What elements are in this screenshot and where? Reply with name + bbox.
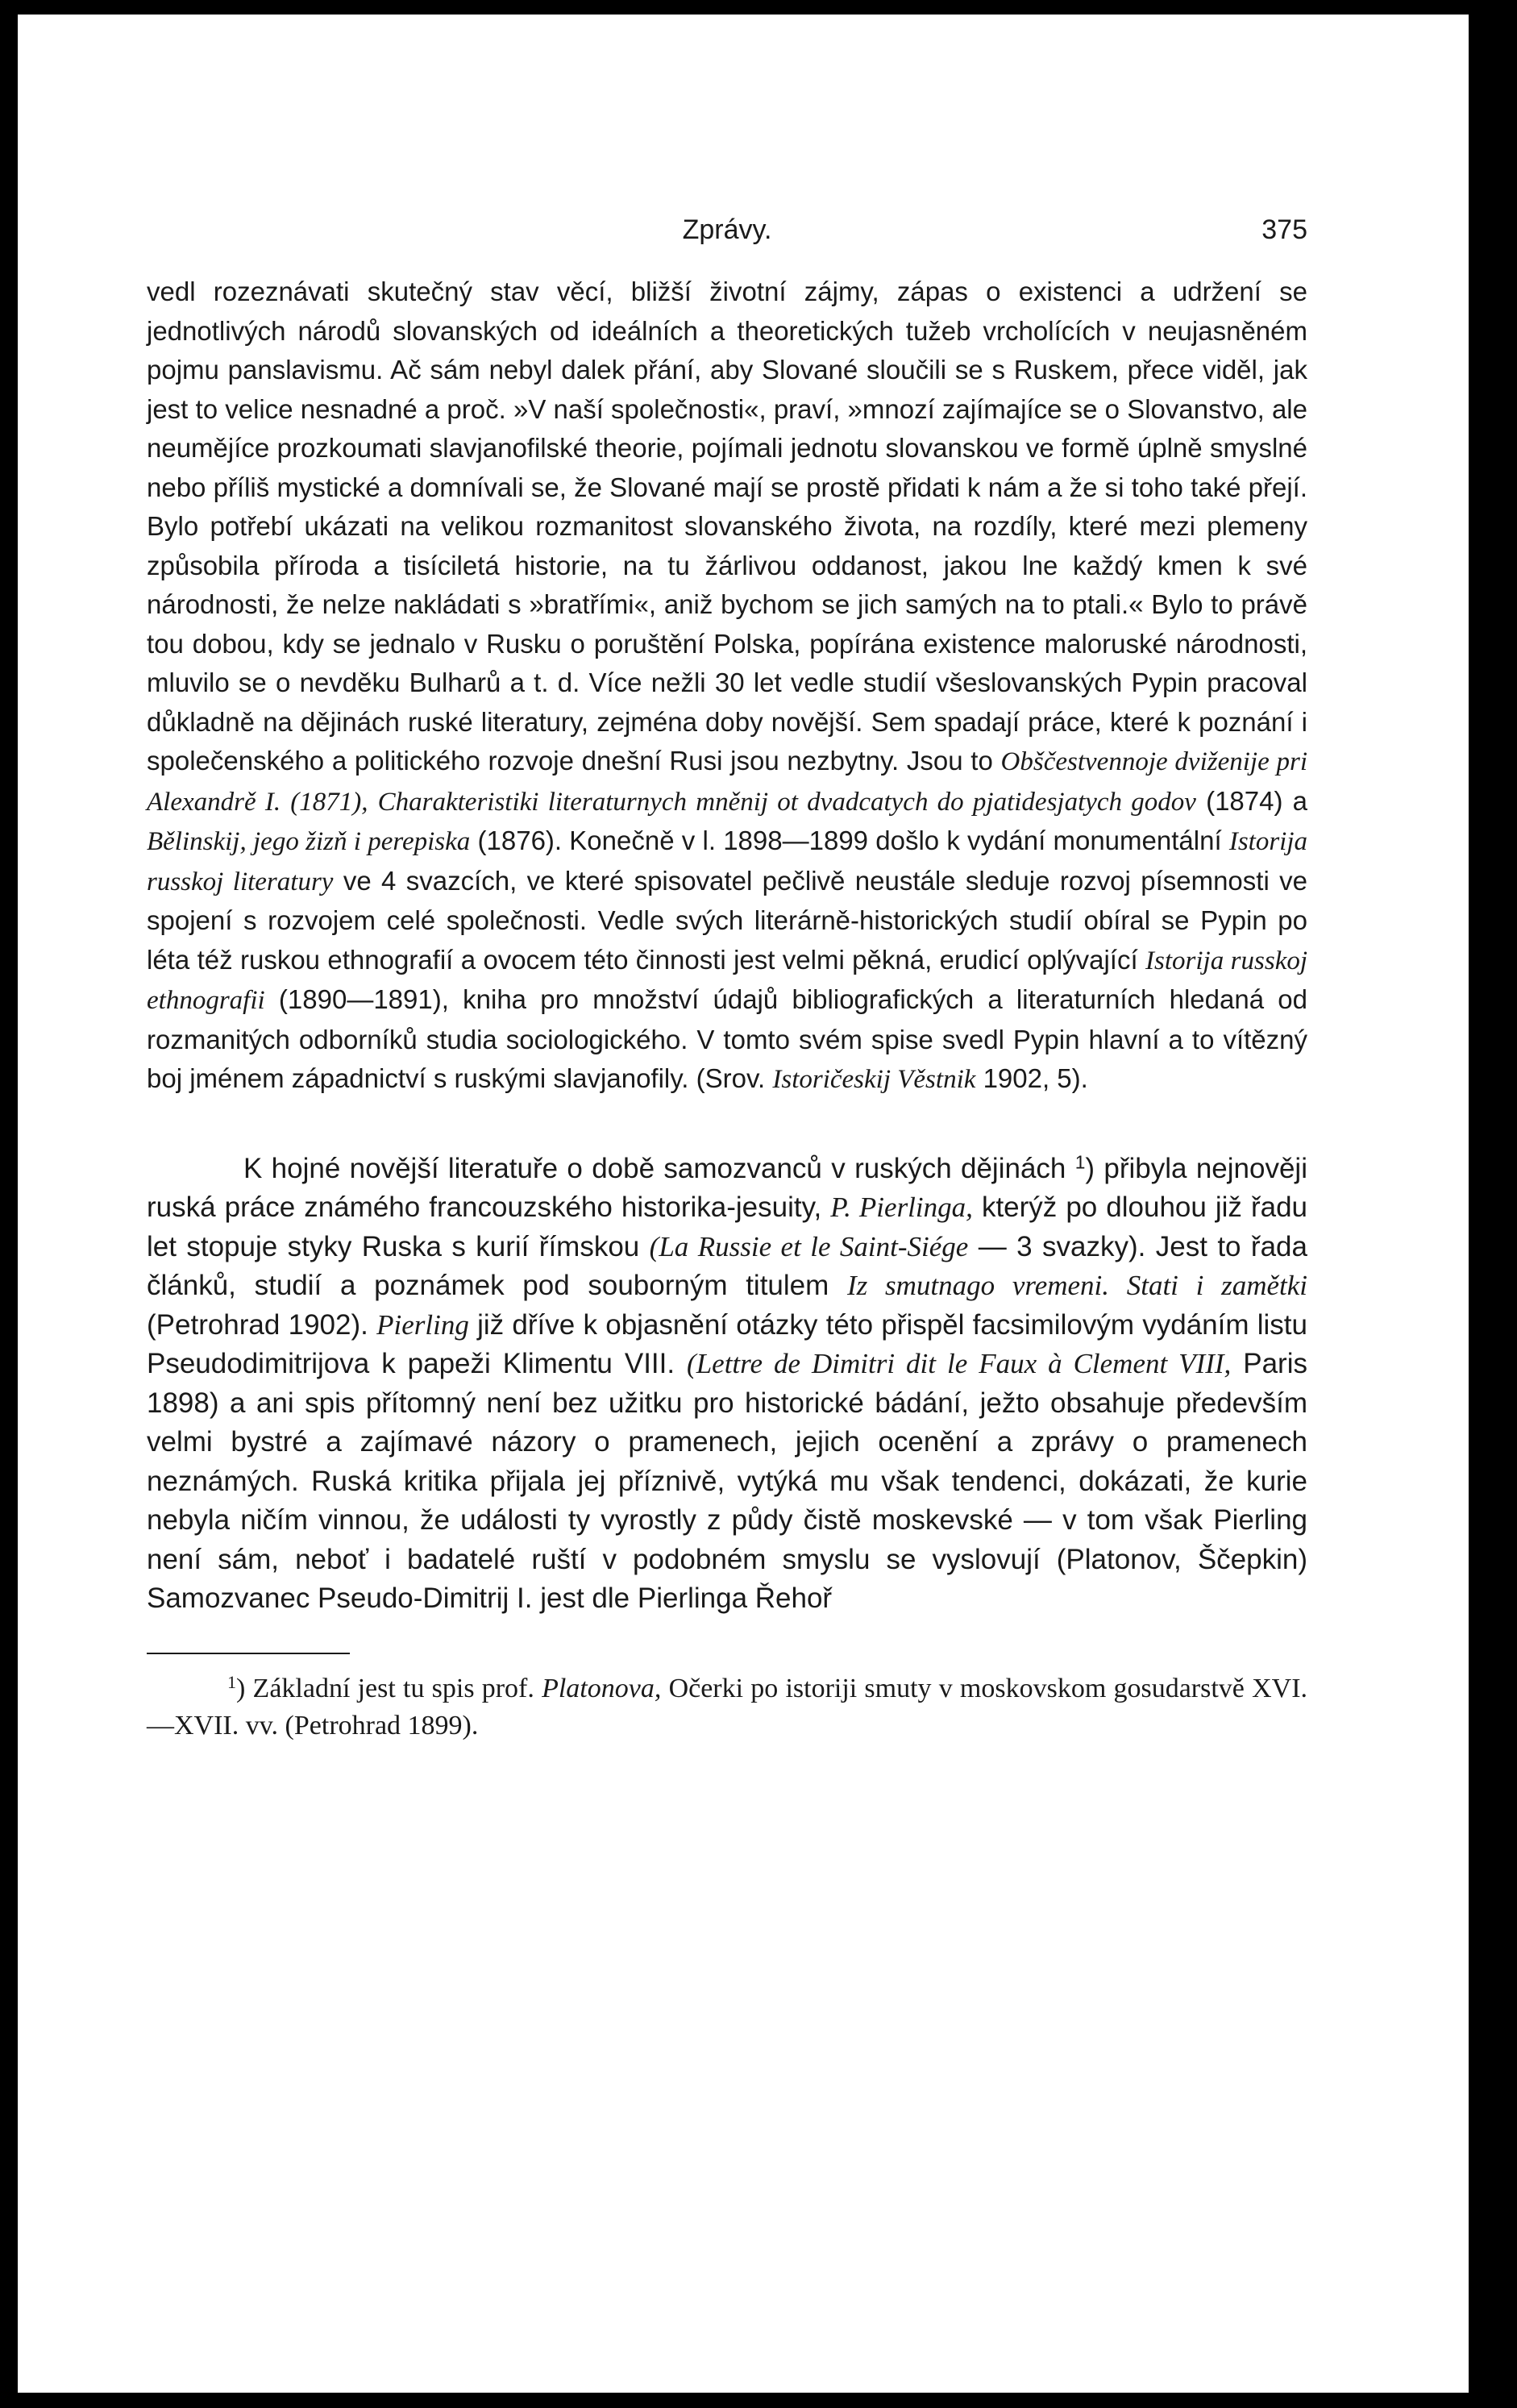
footnote-divider <box>147 1653 350 1654</box>
paragraph-pierling-t1: K hojné novější literatuře o době samozvanců v ruských dějinách <box>243 1152 1066 1184</box>
reference-title: Istoričeskij Věstnik <box>772 1065 976 1094</box>
footnote-author: Platonova, <box>542 1673 662 1703</box>
work-title-4: Istorija russkoj literatury <box>147 827 1308 896</box>
paragraph-pierling-t3: kterýž po dlouhou již řadu let stopuje styky Ruska s kurií římskou <box>147 1192 1308 1262</box>
work-title-3: Bělinskij, jego žizň i perepiska <box>147 827 471 856</box>
paragraph-pierling-t2: ) přibyla nejnověji ruská práce známého francouzského historika-jesuity, <box>147 1152 1307 1223</box>
footnote-reference: 1 <box>1074 1151 1086 1173</box>
work-year-2: (1874) a <box>1206 785 1307 816</box>
running-head-title: Zprávy. <box>682 214 772 245</box>
paragraph-pierling-t7: Paris 1898) a ani spis přítomný není bez užitku pro historické bádání, ježto obsahuje především velmi bystré a zajímavé názory o pramenech, jejich ocenění a zprávy o pramenech neznámých. Ruská kritika přijala jej příznivě, vytýká mu však tendenci, dokázati, že kurie nebyla ničím vinnou, že události ty vyrostly z půdy čistě moskevské — v tom však Pierling není sám, neboť i badatelé ruští v podobném smyslu se vyslovují (Platonov, Ščepkin) Samozvanec Pseudo-Dimitrij I. jest dle Pierlinga Řehoř <box>147 1348 1307 1614</box>
footnote-mark: 1 <box>227 1671 237 1692</box>
work-iz-smutnago: Iz smutnago vremeni. Stati i zamětki <box>847 1270 1307 1301</box>
page-content <box>147 214 1307 1772</box>
paragraph-pierling <box>147 1150 1307 1619</box>
paragraph-pierling-t5: (Petrohrad 1902). <box>147 1308 368 1341</box>
footnote <box>147 1670 1307 1745</box>
paragraph-pypin <box>147 272 1307 1100</box>
author-pierling: P. Pierlinga, <box>830 1192 973 1223</box>
work-year-1: (1871), <box>290 787 368 817</box>
paragraph-pypin-text-4: (1890—1891), kniha pro množství údajů bibliografických a literaturních hledaná od rozmanitých odborníků studia sociologického. V tomto svém spise svedl Pypin hlavní a to vítězný boj jménem západnictví s ruskými slavjanofily. (Srov. <box>147 984 1307 1093</box>
author-pierling-2: Pierling <box>376 1308 469 1341</box>
running-head <box>147 214 1307 263</box>
paragraph-pypin-text-2: Konečně v l. 1898—1899 došlo k vydání monumentální <box>569 826 1222 855</box>
paragraph-pierling-t6: již dříve k objasnění otázky této přispěl facsimilovým vydáním listu Pseudodimitrijova k papeži Klimentu VIII. <box>147 1308 1307 1379</box>
footnote-t1: ) Základní jest tu spis prof. <box>236 1673 534 1703</box>
paragraph-pierling-t4: — 3 svazky). Jest to řada článků, studií a poznámek pod souborným titulem <box>147 1230 1307 1301</box>
reference-tail: 1902, 5). <box>983 1063 1088 1093</box>
page-number: 375 <box>1261 214 1307 245</box>
work-title-5: Istorija russkoj ethnografii <box>147 946 1308 1015</box>
work-lettre: (Lettre de Dimitri dit le Faux à Clement VIII, <box>687 1348 1232 1379</box>
work-title-2: Charakteristiki literaturnych mněnij ot dvadcatych do pjatidesjatych godov <box>377 787 1196 817</box>
paragraph-pypin-text-3: ve 4 svazcích, ve které spisovatel pečlivě neustále sleduje rozvoj písemnosti ve spojení s rozvojem celé společnosti. Vedle svých literárně-historických studií obíral se Pypin po léta též ruskou ethnografií a ovocem této činnosti jest velmi pěkná, erudicí oplývající <box>147 865 1308 975</box>
scanned-page <box>18 15 1469 2393</box>
footnote-t2: Očerki po istoriji smuty v moskovskom gosudarstvě XVI.—XVII. vv. (Petrohrad 1899). <box>147 1673 1308 1740</box>
work-year-3: (1876). <box>477 826 563 855</box>
work-la-russie: (La Russie et le Saint-Siége <box>649 1230 969 1262</box>
work-title-1: Obščestvennoje dviženije pri Alexandrě I. <box>147 747 1308 817</box>
paragraph-pypin-text: vedl rozeznávati skutečný stav věcí, bližší životní zájmy, zápas o existenci a udržení se jednotlivých národů slovanských od ideálních a theoretických tužeb vrcholících v neujasněném pojmu panslavismu. Ač sám nebyl dalek přání, aby Slované sloučili se s Ruskem, přece viděl, jak jest to velice nesnadné a proč. »V naší společnosti«, praví, »mnozí zajímajíce se o Slovanstvo, ale neumějíce prozkoumati slavjanofilské theorie, pojímali jednotu slovanskou ve formě úplně smyslné nebo příliš mystické a domnívali se, že Slované mají se prostě přidati k nám a že si toho také přejí. Bylo potřebí ukázati na velikou rozmanitost slovanského života, na rozdíly, které mezi plemeny způsobila příroda a tisíciletá historie, na tu žárlivou oddanost, jakou lne každý kmen k své národnosti, že nelze nakládati s »bratřími«, aniž bychom se jich samých na to ptali.« Bylo to právě tou dobou, kdy se jednalo v Rusku o poruštění Polska, popírána existence maloruské národnosti, mluvilo se o nevděku Bulharů a t. d. Více nežli 30 let vedle studií všeslovanských Pypin pracoval důkladně na dějinách ruské literatury, zejména doby novější. Sem spadají práce, které k poznání i společenského a politického rozvoje dnešní Rusi jsou nezbytny. Jsou to <box>147 277 1307 776</box>
